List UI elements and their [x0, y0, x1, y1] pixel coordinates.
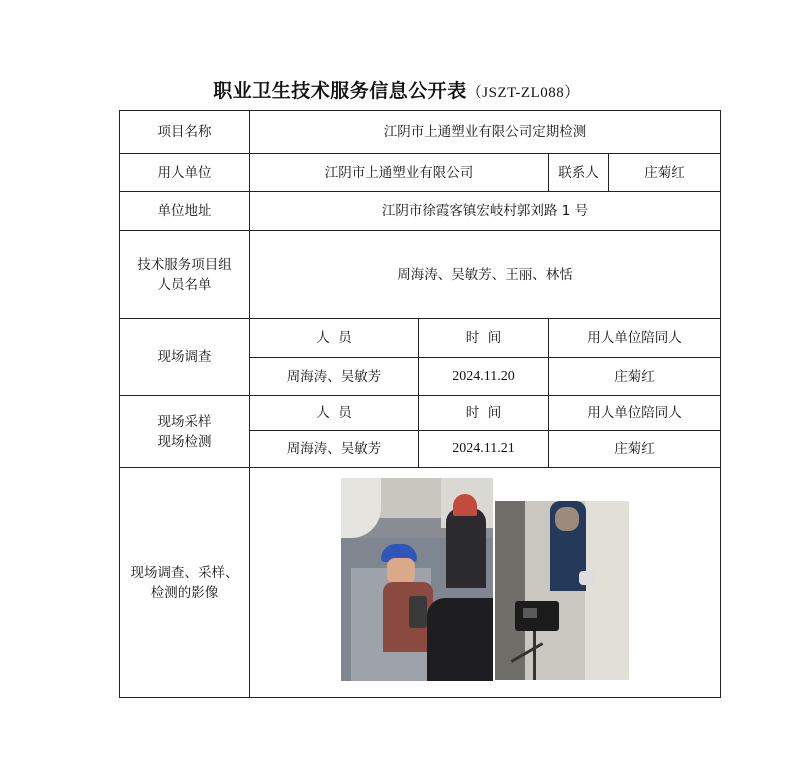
team-value: 周海涛、吴敏芳、王丽、林恬 — [250, 231, 721, 319]
team-label-line1: 技术服务项目组 — [137, 256, 232, 273]
images-label-line2: 检测的影像 — [150, 584, 219, 601]
sampling-escort: 庄菊红 — [549, 431, 721, 468]
sampling-people: 周海涛、吴敏芳 — [250, 431, 419, 468]
team-label — [120, 231, 250, 319]
project-label: 项目名称 — [120, 111, 250, 154]
address-value: 江阴市徐霞客镇宏岐村郭刘路 1 号 — [250, 192, 721, 231]
sampling-header-time: 时 间 — [419, 396, 549, 431]
survey-escort: 庄菊红 — [549, 358, 721, 396]
site-sampling-photo — [495, 501, 629, 680]
row-address — [120, 192, 721, 231]
page-title — [0, 76, 793, 103]
sampling-date: 2024.11.21 — [419, 431, 549, 468]
contact-value: 庄菊红 — [609, 154, 721, 192]
images-label — [120, 468, 250, 698]
images-cell — [250, 468, 721, 698]
survey-date: 2024.11.20 — [419, 358, 549, 396]
contact-label: 联系人 — [549, 154, 609, 192]
row-survey-header — [120, 319, 721, 358]
survey-header-escort: 用人单位陪同人 — [549, 319, 721, 358]
project-value: 江阴市上通塑业有限公司定期检测 — [250, 111, 721, 154]
sampling-label-line2: 现场检测 — [157, 433, 212, 450]
info-table — [119, 110, 721, 698]
employer-value: 江阴市上通塑业有限公司 — [250, 154, 549, 192]
sampling-header-people: 人 员 — [250, 396, 419, 431]
survey-header-time: 时 间 — [419, 319, 549, 358]
sampling-label — [120, 396, 250, 468]
site-survey-photo — [341, 478, 493, 681]
sampling-header-escort: 用人单位陪同人 — [549, 396, 721, 431]
row-sampling-header — [120, 396, 721, 431]
title-code: （JSZT-ZL088） — [466, 85, 580, 101]
title-main: 职业卫生技术服务信息公开表 — [213, 80, 467, 102]
survey-label: 现场调查 — [120, 319, 250, 396]
row-images — [120, 468, 721, 698]
survey-people: 周海涛、吴敏芳 — [250, 358, 419, 396]
row-team — [120, 231, 721, 319]
photo-group — [250, 478, 720, 681]
employer-label: 用人单位 — [120, 154, 250, 192]
address-label: 单位地址 — [120, 192, 250, 231]
team-label-line2: 人员名单 — [157, 276, 212, 293]
images-label-line1: 现场调查、采样、 — [130, 564, 239, 581]
row-project — [120, 111, 721, 154]
sampling-label-line1: 现场采样 — [157, 413, 212, 430]
survey-header-people: 人 员 — [250, 319, 419, 358]
row-employer — [120, 154, 721, 192]
